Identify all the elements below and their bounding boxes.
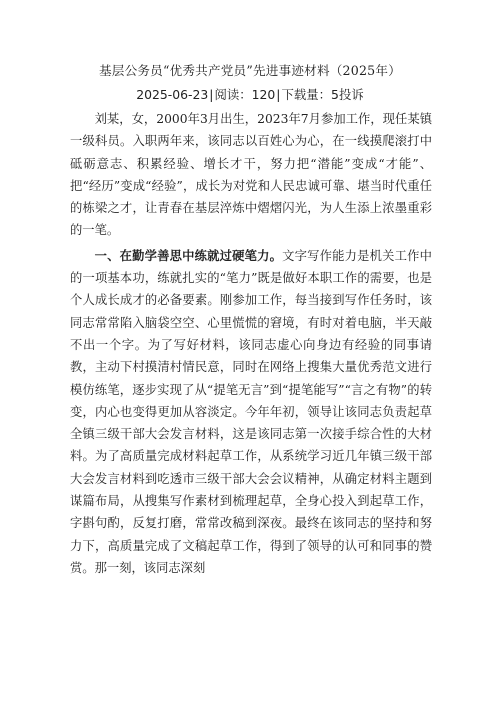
document-meta-line — [0, 86, 500, 104]
publish-date: 2025-06-23 — [136, 87, 209, 102]
report-link[interactable]: 投诉 — [338, 87, 364, 102]
meta-separator: | — [276, 87, 281, 102]
section-paragraph — [70, 245, 432, 579]
document-body — [70, 108, 432, 579]
download-label: 下载量： — [281, 87, 332, 102]
download-count: 5 — [331, 87, 339, 102]
paragraph-text: 刘某，女，2000年3月出生，2023年7月参加工作，现任某镇一级科员。入职两年来，该同志以百姓心为心，在一线摸爬滚打中砥砺意志、积累经验、增长才干，努力把“潜能”变成“才能”、把“经历”变成“经验”，成长为对党和人民忠诚可靠、堪当时代重任的栋梁之才，让青春在基层淬炼中熠熠闪光，为人生添上浓墨重彩的一笔。 — [70, 112, 432, 238]
meta-separator: | — [209, 87, 214, 102]
read-label: 阅读： — [214, 87, 252, 102]
paragraph-text: 文字写作能力是机关工作中的一项基本功，练就扎实的“笔力”既是做好本职工作的需要，也是个人成长成才的必备要素。刚参加工作，每当接到写作任务时，该同志常常陷入脑袋空空、心里慌慌的窘境，有时对着电脑，半天敲不出一个字。为了写好材料，该同志虚心向身边有经验的同事请教，主动下村摸清村情民意，同时在网络上搜集大量优秀范文进行模仿练笔，逐步实现了从“提笔无言”到“提笔能写”“言之有物”的转变，内心也变得更加从容淡定。今年年初，领导让该同志负责起草全镇三级干部大会发言材料，这是该同志第一次接手综合性的大材料。为了高质量完成材料起草工作，从系统学习近几年镇三级干部大会发言材料到吃透市三级干部大会会议精神，从确定材料主题到谋篇布局，从搜集写作素材到梳理起草，全身心投入到起草工作，字斟句酌，反复打磨，常常改稿到深夜。最终在该同志的坚持和努力下，高质量完成了文稿起草工作，得到了领导的认可和同事的赞赏。那一刻，该同志深刻 — [70, 248, 432, 575]
intro-paragraph — [70, 108, 432, 242]
section-heading: 一、在勤学善思中练就过硬笔力。 — [94, 248, 283, 263]
document-title: 基层公务员“优秀共产党员”先进事迹材料（2025年） — [98, 63, 401, 78]
read-count: 120 — [251, 87, 276, 102]
